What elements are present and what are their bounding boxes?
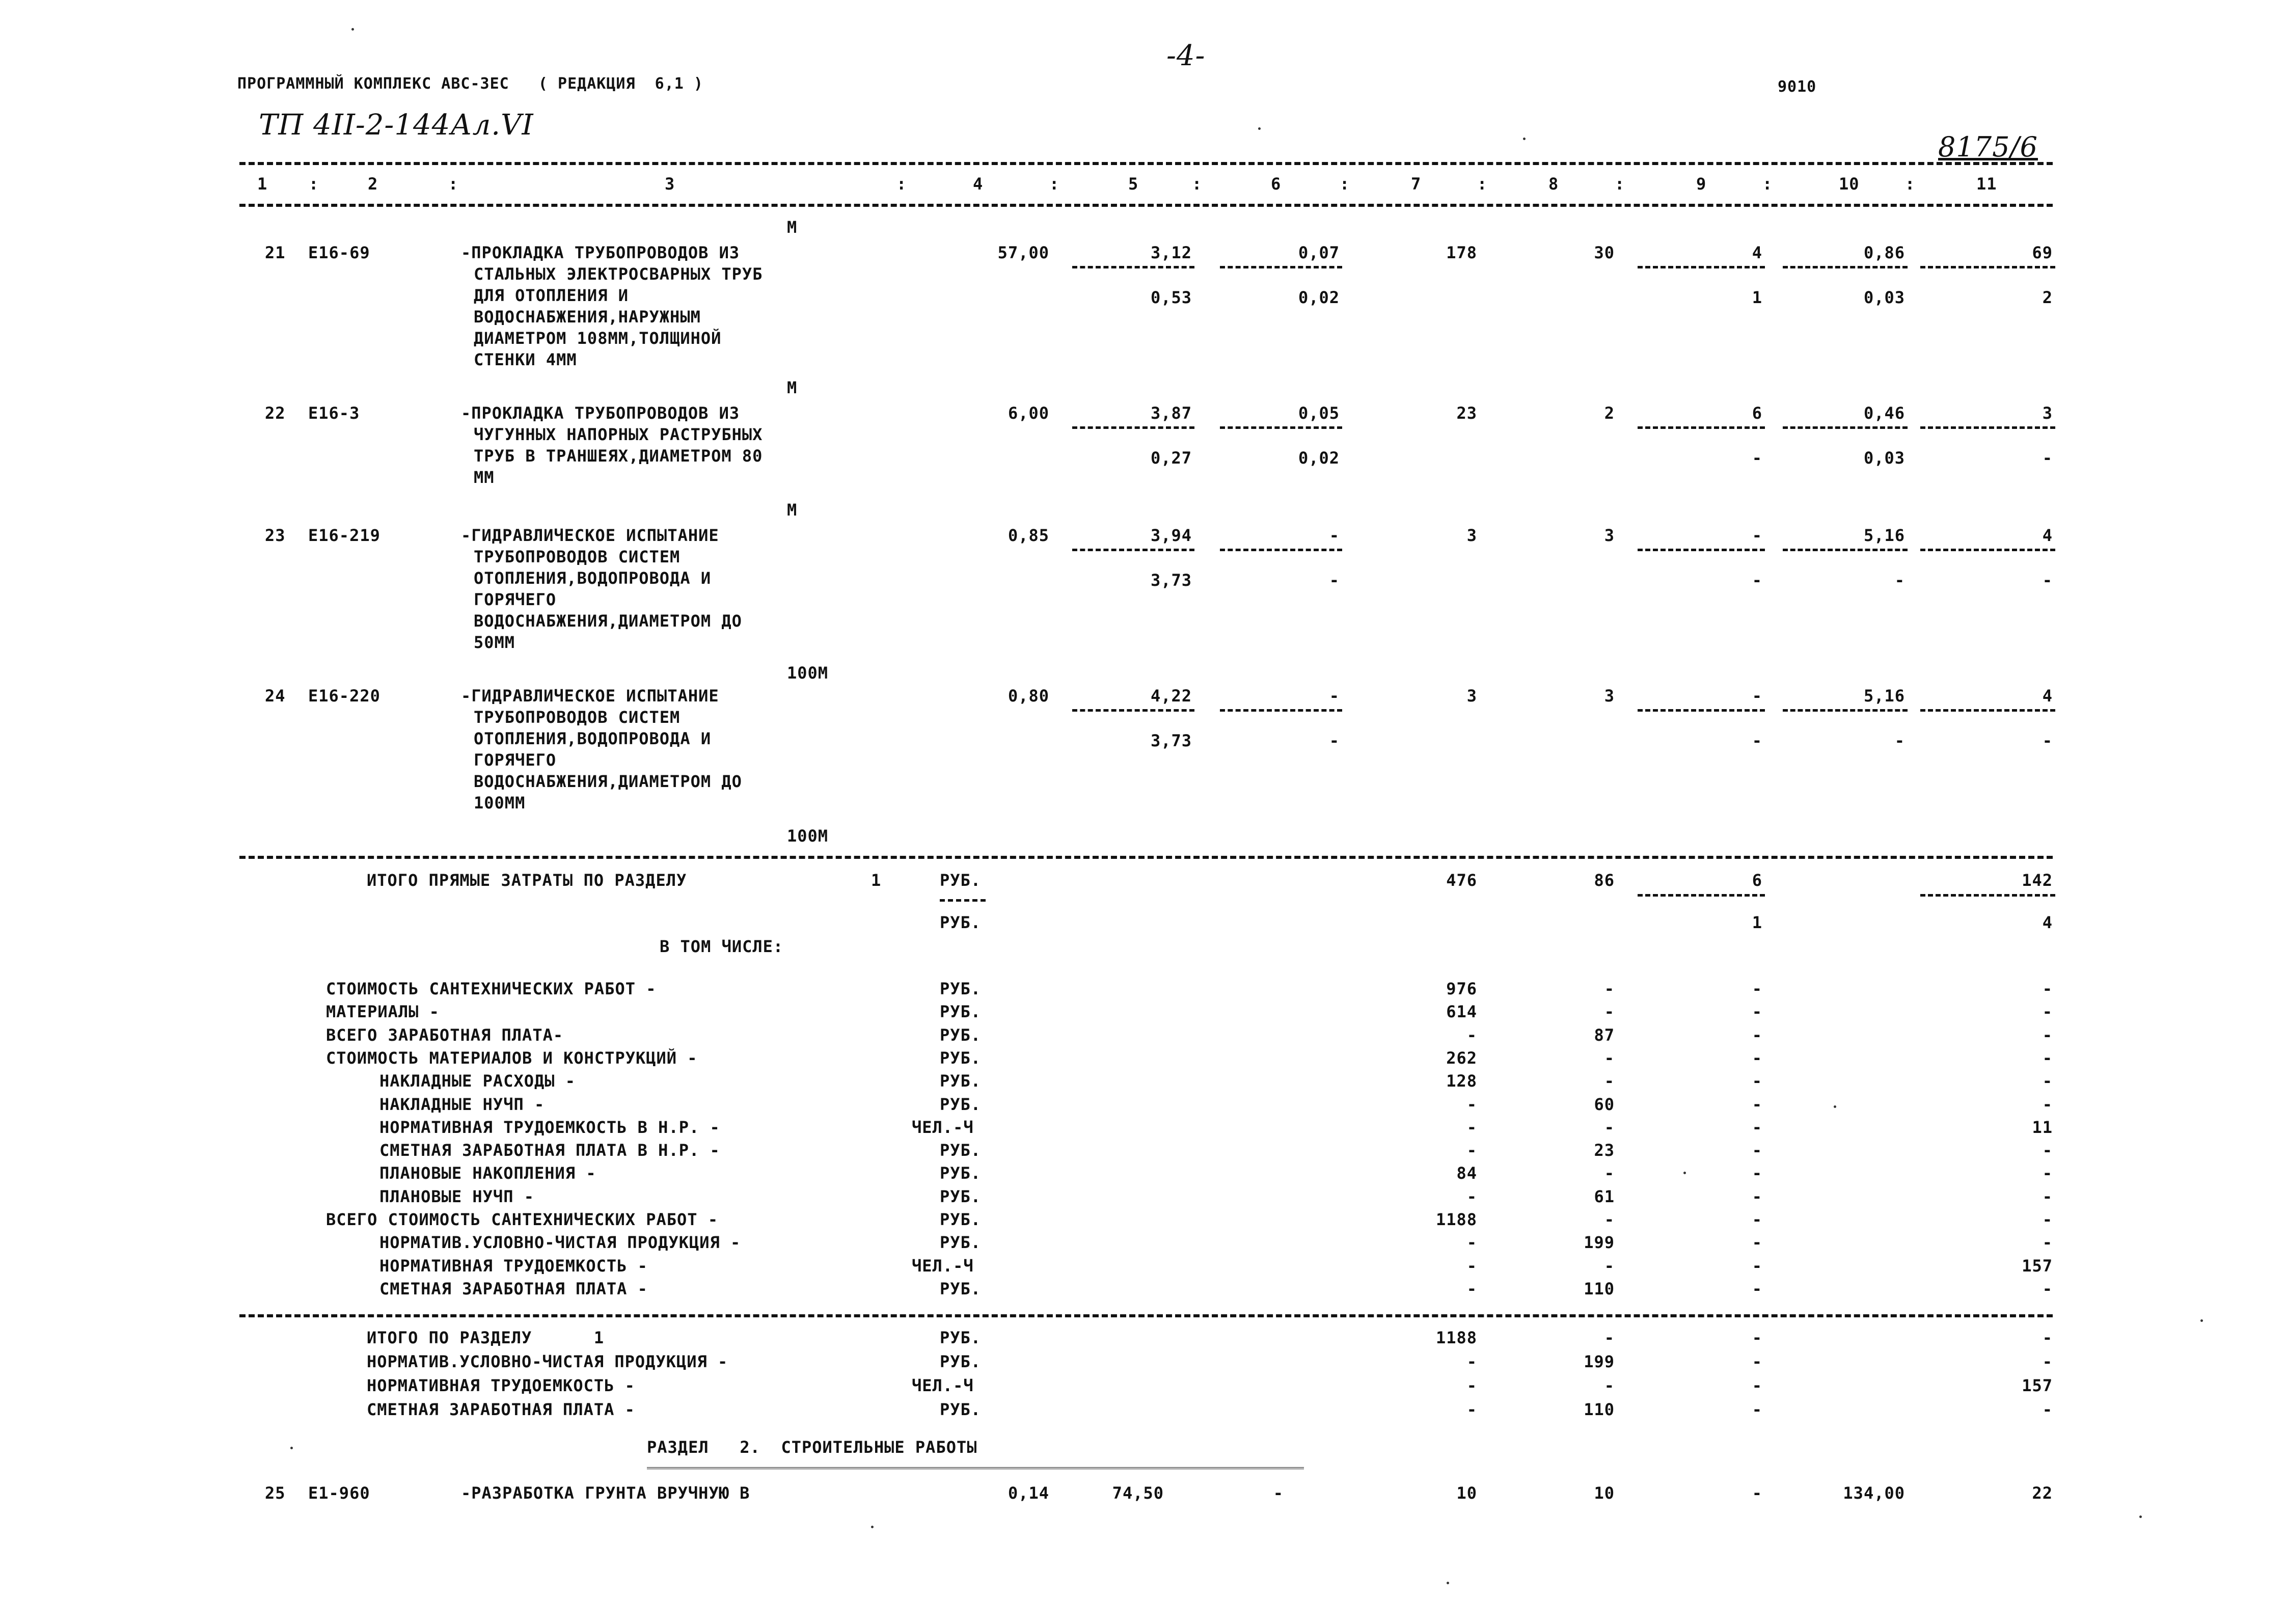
- column-number-4: 4: [973, 174, 984, 194]
- column-number-9: 9: [1696, 174, 1707, 194]
- quantity: 6,00: [1008, 403, 1049, 423]
- breakdown-total-cost: -: [1466, 1279, 1477, 1298]
- breakdown-unit: РУБ.: [940, 979, 982, 998]
- breakdown-machines: -: [1752, 979, 1762, 998]
- unit-cost-machines-sub: 0,02: [1298, 448, 1340, 468]
- scan-speck: [1447, 1582, 1449, 1584]
- breakdown-wages: -: [1604, 979, 1615, 998]
- column-number-5: 5: [1128, 174, 1139, 194]
- labor-per-unit-sub: -: [1894, 731, 1905, 750]
- breakdown-label: СТОИМОСТЬ МАТЕРИАЛОВ И КОНСТРУКЦИЙ -: [326, 1048, 698, 1068]
- fraction-line: [1220, 426, 1342, 429]
- direct-costs-section: 1: [871, 871, 882, 890]
- fraction-line: [1920, 549, 2055, 551]
- unit-cost-machines-sub: -: [1329, 731, 1340, 750]
- fraction-line: [1072, 426, 1194, 429]
- unit-cost-total-sub: 3,73: [1150, 571, 1192, 590]
- breakdown-unit: РУБ.: [940, 1025, 982, 1045]
- column-number-3: 3: [665, 174, 675, 194]
- scan-speck: [290, 1447, 293, 1449]
- unit-cost-total: 3,94: [1150, 526, 1192, 545]
- breakdown-total-cost: 976: [1446, 979, 1477, 998]
- direct-total-cost: 476: [1446, 871, 1477, 890]
- labor-per-unit: 134,00: [1843, 1483, 1905, 1503]
- breakdown-machines: -: [1752, 1187, 1762, 1206]
- breakdown-labor: 157: [2022, 1256, 2053, 1276]
- breakdown-labor: -: [2042, 1141, 2053, 1160]
- unit-cost-machines-sub: -: [1329, 571, 1340, 590]
- unit-cost-machines-sub: 0,02: [1298, 288, 1340, 307]
- breakdown-unit: РУБ.: [940, 1233, 982, 1252]
- breakdown-machines: -: [1752, 1163, 1762, 1183]
- labor-per-unit: 0,46: [1863, 403, 1905, 423]
- labor-per-unit: 5,16: [1863, 526, 1905, 545]
- breakdown-wages: -: [1604, 1256, 1615, 1276]
- description-line: ЧУГУННЫХ НАПОРНЫХ РАСТРУБНЫХ: [474, 425, 763, 444]
- breakdown-total-cost: -: [1466, 1256, 1477, 1276]
- breakdown-label: НАКЛАДНЫЕ РАСХОДЫ -: [379, 1071, 576, 1091]
- section-total-machines: -: [1752, 1376, 1762, 1395]
- breakdown-labor: -: [2042, 1095, 2053, 1114]
- description-line: ГОРЯЧЕГО: [474, 750, 557, 770]
- fraction-line: [1920, 426, 2055, 429]
- breakdown-label: СТОИМОСТЬ САНТЕХНИЧЕСКИХ РАБОТ -: [326, 979, 657, 998]
- machines-operation: -: [1752, 1483, 1762, 1503]
- breakdown-labor: -: [2042, 1187, 2053, 1206]
- quantity: 0,85: [1008, 526, 1049, 545]
- labor-total-sub: -: [2042, 731, 2053, 750]
- row-number: 24: [265, 686, 286, 706]
- section-total-labor: -: [2042, 1352, 2053, 1371]
- breakdown-label: ПЛАНОВЫЕ НАКОПЛЕНИЯ -: [379, 1163, 596, 1183]
- section-total-labor: -: [2042, 1400, 2053, 1419]
- description-line: ОТОПЛЕНИЯ,ВОДОПРОВОДА И: [474, 729, 712, 748]
- breakdown-wages: 60: [1594, 1095, 1615, 1114]
- breakdown-machines: -: [1752, 1141, 1762, 1160]
- breakdown-labor: -: [2042, 1233, 2053, 1252]
- breakdown-labor: -: [2042, 1025, 2053, 1045]
- rate-code: Е1-960: [308, 1483, 370, 1503]
- total-cost: 3: [1466, 526, 1477, 545]
- section-total-wages: 199: [1584, 1352, 1615, 1371]
- rate-code: Е16-219: [308, 526, 380, 545]
- column-separator: :: [1049, 174, 1060, 194]
- breakdown-unit: РУБ.: [940, 1048, 982, 1068]
- breakdown-machines: -: [1752, 1256, 1762, 1276]
- description-line: -РАЗРАБОТКА ГРУНТА ВРУЧНУЮ В: [461, 1483, 750, 1503]
- total-cost: 178: [1446, 243, 1477, 262]
- scan-speck: [1834, 1105, 1836, 1108]
- section-total-unit: ЧЕЛ.-Ч: [912, 1376, 974, 1395]
- breakdown-total-cost: 614: [1446, 1002, 1477, 1021]
- section2-title: РАЗДЕЛ 2. СТРОИТЕЛЬНЫЕ РАБОТЫ: [647, 1438, 977, 1457]
- section-total-unit: РУБ.: [940, 1352, 982, 1371]
- sheet-number: 8175/6: [1938, 131, 2038, 163]
- fraction-line: [1072, 266, 1194, 268]
- unit-cost-machines: -: [1329, 526, 1340, 545]
- unit-label: М: [787, 218, 798, 237]
- column-separator: :: [1905, 174, 1916, 194]
- section-total-cost: -: [1466, 1352, 1477, 1371]
- fraction-line: [1638, 426, 1765, 429]
- breakdown-label: СМЕТНАЯ ЗАРАБОТНАЯ ПЛАТА -: [379, 1279, 648, 1298]
- breakdown-label: НОРМАТИВНАЯ ТРУДОЕМКОСТЬ В Н.Р. -: [379, 1118, 720, 1137]
- column-separator: :: [309, 174, 319, 194]
- fraction-line: [1783, 426, 1908, 429]
- fraction-line: [1638, 549, 1765, 551]
- breakdown-labor: -: [2042, 1002, 2053, 1021]
- column-separator: :: [448, 174, 459, 194]
- unit-cost-total: 4,22: [1150, 686, 1192, 706]
- unit-label: 100М: [787, 663, 829, 683]
- breakdown-label: МАТЕРИАЛЫ -: [326, 1002, 440, 1021]
- direct-labor: 142: [2022, 871, 2053, 890]
- description-line: ДЛЯ ОТОПЛЕНИЯ И: [474, 286, 629, 305]
- form-code: 9010: [1778, 78, 1817, 96]
- description-line: ТРУБОПРОВОДОВ СИСТЕМ: [474, 547, 681, 566]
- breakdown-labor: -: [2042, 1279, 2053, 1298]
- fraction-line: [1783, 709, 1908, 712]
- section-total-label: ИТОГО ПО РАЗДЕЛУ 1: [367, 1328, 605, 1347]
- breakdown-machines: -: [1752, 1071, 1762, 1091]
- program-title: ПРОГРАММНЫЙ КОМПЛЕКС АВС-3ЕС ( РЕДАКЦИЯ 6,1 ): [237, 75, 703, 93]
- fraction-line: [1072, 549, 1194, 551]
- description-line: ОТОПЛЕНИЯ,ВОДОПРОВОДА И: [474, 569, 712, 588]
- breakdown-wages: -: [1604, 1002, 1615, 1021]
- breakdown-total-cost: 84: [1456, 1163, 1477, 1183]
- breakdown-total-cost: -: [1466, 1187, 1477, 1206]
- column-separator: :: [1477, 174, 1488, 194]
- machines-operation: 6: [1752, 403, 1762, 423]
- description-line: -ПРОКЛАДКА ТРУБОПРОВОДОВ ИЗ: [461, 403, 740, 423]
- quantity: 57,00: [997, 243, 1049, 262]
- breakdown-label: СМЕТНАЯ ЗАРАБОТНАЯ ПЛАТА В Н.Р. -: [379, 1141, 720, 1160]
- column-number-11: 11: [1976, 174, 1997, 194]
- fraction-line: [1920, 709, 2055, 712]
- unit-cost-machines: -: [1273, 1483, 1284, 1503]
- column-separator: :: [1192, 174, 1203, 194]
- breakdown-total-cost: -: [1466, 1141, 1477, 1160]
- breakdown-machines: -: [1752, 1118, 1762, 1137]
- breakdown-label: НАКЛАДНЫЕ НУЧП -: [379, 1095, 545, 1114]
- breakdown-unit: РУБ.: [940, 1002, 982, 1021]
- breakdown-machines: -: [1752, 1048, 1762, 1068]
- description-line: СТЕНКИ 4ММ: [474, 350, 577, 369]
- breakdown-label: ВСЕГО СТОИМОСТЬ САНТЕХНИЧЕСКИХ РАБОТ -: [326, 1210, 719, 1229]
- description-line: 50ММ: [474, 633, 515, 652]
- section-total-cost: -: [1466, 1400, 1477, 1419]
- direct-machines-sub: 1: [1752, 913, 1762, 932]
- row-number: 22: [265, 403, 286, 423]
- breakdown-total-cost: -: [1466, 1233, 1477, 1252]
- total-cost: 23: [1456, 403, 1477, 423]
- breakdown-machines: -: [1752, 1210, 1762, 1229]
- section-total-machines: -: [1752, 1352, 1762, 1371]
- total-cost: 3: [1466, 686, 1477, 706]
- section-total-cost: -: [1466, 1376, 1477, 1395]
- totals-rule: [239, 856, 2053, 859]
- column-number-2: 2: [368, 174, 378, 194]
- machines-operation: -: [1752, 686, 1762, 706]
- fraction-line: [1638, 894, 1765, 897]
- labor-per-unit: 0,86: [1863, 243, 1905, 262]
- section-total-labor: 157: [2022, 1376, 2053, 1395]
- scan-speck: [351, 28, 354, 31]
- breakdown-machines: -: [1752, 1095, 1762, 1114]
- section-total-label: НОРМАТИВНАЯ ТРУДОЕМКОСТЬ -: [367, 1376, 635, 1395]
- currency-unit: РУБ.: [940, 871, 982, 890]
- labor-total: 22: [2032, 1483, 2053, 1503]
- direct-labor-sub: 4: [2042, 913, 2053, 932]
- scan-speck: [2139, 1515, 2142, 1518]
- fraction-line: [1072, 709, 1194, 712]
- total-cost: 10: [1456, 1483, 1477, 1503]
- machines-operation-sub: 1: [1752, 288, 1762, 307]
- breakdown-machines: -: [1752, 1279, 1762, 1298]
- description-line: ТРУБ В ТРАНШЕЯХ,ДИАМЕТРОМ 80: [474, 446, 763, 466]
- breakdown-machines: -: [1752, 1025, 1762, 1045]
- rate-code: Е16-69: [308, 243, 370, 262]
- description-line: ДИАМЕТРОМ 108ММ,ТОЛЩИНОЙ: [474, 329, 722, 348]
- breakdown-wages: 110: [1584, 1279, 1615, 1298]
- scan-speck: [2200, 1319, 2203, 1322]
- breakdown-label: ПЛАНОВЫЕ НУЧП -: [379, 1187, 534, 1206]
- section-total-machines: -: [1752, 1328, 1762, 1347]
- machines-operation: -: [1752, 526, 1762, 545]
- breakdown-total-cost: 262: [1446, 1048, 1477, 1068]
- scan-speck: [1683, 1172, 1686, 1174]
- unit-cost-machines: 0,05: [1298, 403, 1340, 423]
- unit-cost-total-sub: 0,53: [1150, 288, 1192, 307]
- rate-code: Е16-3: [308, 403, 360, 423]
- labor-per-unit: 5,16: [1863, 686, 1905, 706]
- fraction-line: [1220, 266, 1342, 268]
- breakdown-total-cost: -: [1466, 1118, 1477, 1137]
- breakdown-wages: 87: [1594, 1025, 1615, 1045]
- scan-speck: [871, 1526, 874, 1528]
- breakdown-unit: РУБ.: [940, 1163, 982, 1183]
- column-separator: :: [1762, 174, 1773, 194]
- fraction-line: [1220, 709, 1342, 712]
- description-line: -ПРОКЛАДКА ТРУБОПРОВОДОВ ИЗ: [461, 243, 740, 262]
- breakdown-wages: -: [1604, 1210, 1615, 1229]
- labor-total-sub: -: [2042, 571, 2053, 590]
- description-line: ММ: [474, 468, 495, 487]
- breakdown-unit: РУБ.: [940, 1210, 982, 1229]
- fraction-line: [1783, 549, 1908, 551]
- fraction-line: [1920, 266, 2055, 268]
- breakdown-labor: 11: [2032, 1118, 2053, 1137]
- header-rule-bottom: [239, 204, 2053, 207]
- section-total-unit: РУБ.: [940, 1400, 982, 1419]
- currency-unit: РУБ.: [940, 913, 982, 932]
- column-number-6: 6: [1271, 174, 1282, 194]
- labor-total: 4: [2042, 686, 2053, 706]
- machines-operation-sub: -: [1752, 571, 1762, 590]
- section-total-cost: 1188: [1435, 1328, 1477, 1347]
- breakdown-unit: РУБ.: [940, 1071, 982, 1091]
- breakdown-labor: -: [2042, 979, 2053, 998]
- breakdown-wages: -: [1604, 1071, 1615, 1091]
- section-total-label: НОРМАТИВ.УСЛОВНО-ЧИСТАЯ ПРОДУКЦИЯ -: [367, 1352, 728, 1371]
- column-number-7: 7: [1411, 174, 1422, 194]
- unit-cost-machines: -: [1329, 686, 1340, 706]
- quantity: 0,80: [1008, 686, 1049, 706]
- fraction-line: [1638, 266, 1765, 268]
- wages: 30: [1594, 243, 1615, 262]
- direct-machines: 6: [1752, 871, 1762, 890]
- description-line: 100ММ: [474, 793, 526, 813]
- header-rule-top: [239, 162, 2053, 165]
- unit-cost-total-sub: 0,27: [1150, 448, 1192, 468]
- breakdown-label: НОРМАТИВ.УСЛОВНО-ЧИСТАЯ ПРОДУКЦИЯ -: [379, 1233, 741, 1252]
- description-line: ГОРЯЧЕГО: [474, 590, 557, 609]
- column-number-8: 8: [1548, 174, 1559, 194]
- unit-label: М: [787, 378, 798, 397]
- fraction-line: [1920, 894, 2055, 897]
- unit-label: 100М: [787, 826, 829, 846]
- breakdown-wages: -: [1604, 1163, 1615, 1183]
- section-total-unit: РУБ.: [940, 1328, 982, 1347]
- breakdown-machines: -: [1752, 1233, 1762, 1252]
- breakdown-unit: РУБ.: [940, 1187, 982, 1206]
- breakdown-wages: -: [1604, 1118, 1615, 1137]
- scan-speck: [1523, 138, 1526, 140]
- wages: 3: [1604, 686, 1615, 706]
- wages: 10: [1594, 1483, 1615, 1503]
- breakdown-unit: ЧЕЛ.-Ч: [912, 1118, 974, 1137]
- unit-cost-machines: 0,07: [1298, 243, 1340, 262]
- breakdown-label: ВСЕГО ЗАРАБОТНАЯ ПЛАТА-: [326, 1025, 564, 1045]
- breakdown-wages: 23: [1594, 1141, 1615, 1160]
- breakdown-wages: 199: [1584, 1233, 1615, 1252]
- unit-cost-total: 3,87: [1150, 403, 1192, 423]
- labor-per-unit-sub: -: [1894, 571, 1905, 590]
- column-number-10: 10: [1839, 174, 1860, 194]
- description-line: СТАЛЬНЫХ ЭЛЕКТРОСВАРНЫХ ТРУБ: [474, 264, 763, 284]
- section-total-wages: -: [1604, 1328, 1615, 1347]
- unit-label: М: [787, 500, 798, 520]
- labor-total: 3: [2042, 403, 2053, 423]
- row-number: 21: [265, 243, 286, 262]
- description-line: ТРУБОПРОВОДОВ СИСТЕМ: [474, 708, 681, 727]
- breakdown-total-cost: 128: [1446, 1071, 1477, 1091]
- column-separator: :: [1615, 174, 1625, 194]
- breakdown-wages: -: [1604, 1048, 1615, 1068]
- section-total-labor: -: [2042, 1328, 2053, 1347]
- labor-total: 69: [2032, 243, 2053, 262]
- description-line: ВОДОСНАБЖЕНИЯ,ДИАМЕТРОМ ДО: [474, 772, 742, 791]
- project-code: ТП 4II-2-144Ал.VI: [259, 109, 534, 142]
- section-total-wages: 110: [1584, 1400, 1615, 1419]
- direct-wages: 86: [1594, 871, 1615, 890]
- breakdown-unit: РУБ.: [940, 1279, 982, 1298]
- row-number: 25: [265, 1483, 286, 1503]
- fraction-line: [1638, 709, 1765, 712]
- breakdown-total-cost: 1188: [1435, 1210, 1477, 1229]
- unit-cost-total-sub: 3,73: [1150, 731, 1192, 750]
- description-line: -ГИДРАВЛИЧЕСКОЕ ИСПЫТАНИЕ: [461, 526, 719, 545]
- breakdown-labor: -: [2042, 1210, 2053, 1229]
- wages: 3: [1604, 526, 1615, 545]
- description-line: ВОДОСНАБЖЕНИЯ,НАРУЖНЫМ: [474, 307, 701, 327]
- breakdown-labor: -: [2042, 1048, 2053, 1068]
- machines-operation-sub: -: [1752, 731, 1762, 750]
- description-line: ВОДОСНАБЖЕНИЯ,ДИАМЕТРОМ ДО: [474, 611, 742, 631]
- fraction-line: [1220, 549, 1342, 551]
- column-number-1: 1: [257, 174, 268, 194]
- breakdown-unit: РУБ.: [940, 1141, 982, 1160]
- breakdown-label: НОРМАТИВНАЯ ТРУДОЕМКОСТЬ -: [379, 1256, 648, 1276]
- section-total-label: СМЕТНАЯ ЗАРАБОТНАЯ ПЛАТА -: [367, 1400, 635, 1419]
- direct-costs-label: ИТОГО ПРЯМЫЕ ЗАТРАТЫ ПО РАЗДЕЛУ: [367, 871, 687, 890]
- wages: 2: [1604, 403, 1615, 423]
- labor-total-sub: 2: [2042, 288, 2053, 307]
- breakdown-unit: ЧЕЛ.-Ч: [912, 1256, 974, 1276]
- currency-rule: [940, 899, 986, 902]
- labor-total-sub: -: [2042, 448, 2053, 468]
- row-number: 23: [265, 526, 286, 545]
- description-line: -ГИДРАВЛИЧЕСКОЕ ИСПЫТАНИЕ: [461, 686, 719, 706]
- section2-underline: [647, 1467, 1304, 1469]
- page-mark: -4-: [1166, 39, 1206, 72]
- machines-operation: 4: [1752, 243, 1762, 262]
- scan-speck: [1258, 127, 1261, 130]
- breakdown-wages: 61: [1594, 1187, 1615, 1206]
- unit-cost-total: 3,12: [1150, 243, 1192, 262]
- labor-total: 4: [2042, 526, 2053, 545]
- quantity: 0,14: [1008, 1483, 1049, 1503]
- column-separator: :: [1340, 174, 1350, 194]
- section-total-wages: -: [1604, 1376, 1615, 1395]
- column-separator: :: [896, 174, 907, 194]
- breakdown-total-cost: -: [1466, 1025, 1477, 1045]
- labor-per-unit-sub: 0,03: [1863, 448, 1905, 468]
- breakdown-machines: -: [1752, 1002, 1762, 1021]
- section-total-machines: -: [1752, 1400, 1762, 1419]
- fraction-line: [1783, 266, 1908, 268]
- rate-code: Е16-220: [308, 686, 380, 706]
- section-total-rule: [239, 1314, 2053, 1317]
- breakdown-total-cost: -: [1466, 1095, 1477, 1114]
- breakdown-labor: -: [2042, 1071, 2053, 1091]
- including-heading: В ТОМ ЧИСЛЕ:: [660, 937, 784, 956]
- machines-operation-sub: -: [1752, 448, 1762, 468]
- breakdown-labor: -: [2042, 1163, 2053, 1183]
- unit-cost-total: 74,50: [1112, 1483, 1164, 1503]
- labor-per-unit-sub: 0,03: [1863, 288, 1905, 307]
- breakdown-unit: РУБ.: [940, 1095, 982, 1114]
